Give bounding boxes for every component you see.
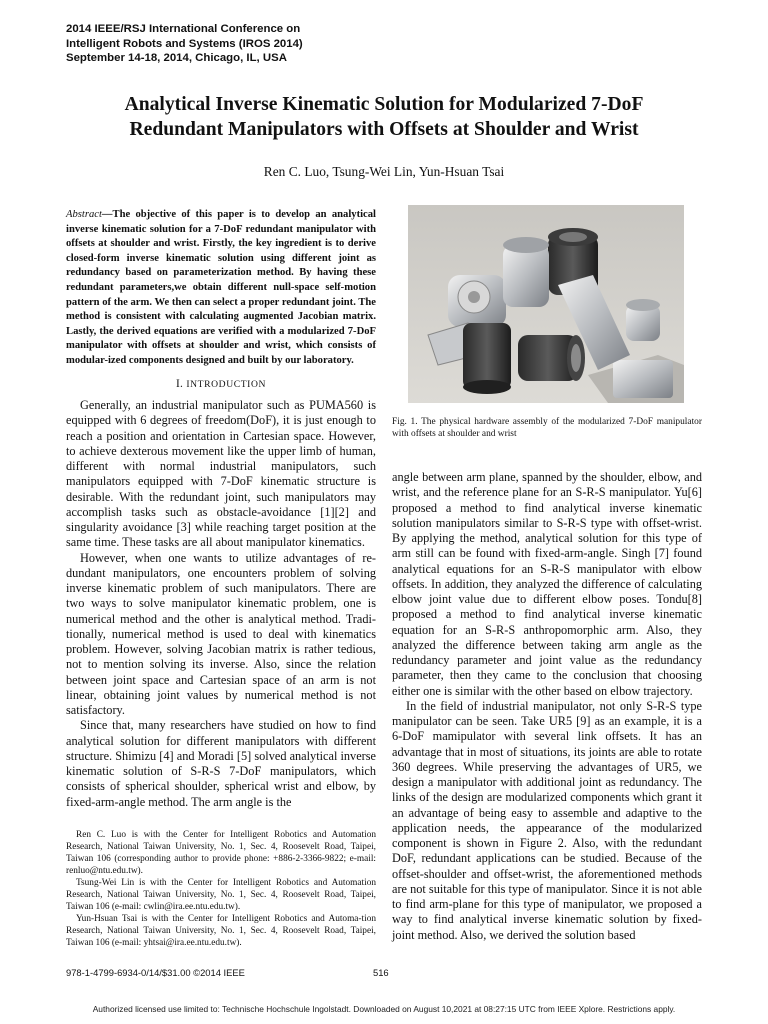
left-column-body xyxy=(66,398,376,810)
page-number: 516 xyxy=(373,967,389,978)
abstract xyxy=(66,208,376,369)
conference-line-2: Intelligent Robots and Systems (IROS 2014) xyxy=(66,37,303,50)
footnote: Tsung-Wei Lin is with the Center for Intelligent Robotics and Automation Research, National Taiwan University, No. 1, Sec. 4, Roosevelt Road, Taipei, Taiwan 106 (e-mail: cwlin@ira.ee.ntu.edu.tw). xyxy=(66,878,376,912)
section-numeral: I. xyxy=(175,378,184,390)
conference-line-1: 2014 IEEE/RSJ International Conference on xyxy=(66,23,301,35)
paragraph: In the field of industrial manipulator, not only S-R-S type manipulator can be seen. Take UR5 [9] as an example, it is a 6-DoF mamipulator with several link offsets. It has an advantage that in most of situations, its joints are able to rotate 360 degrees. While preserving the advantages of UR5, we design a manipulator with additional joint as redundancy. The links of the design are modularized components which grant it an advantage of being easy to assemble and adaptive to the application needs, the appearance of the modularized component is shown in Figure 2. Also, with the redundant DoF, redundant applications can be studied. Because of the offset-shoulder and offset-wrist, the aforementioned methods are not suitable for this type of manipulator. Since it is not able to find arm-plane for this type of manipulator, we proposed a way to find analytical inverse kinematic solution by fixed-joint method. Also, we derived the solution based xyxy=(392,698,702,942)
figure-caption: Fig. 1. The physical hardware assembly of the modularized 7-DoF manipulator with offsets at shoulder and wrist xyxy=(392,417,702,439)
abstract-text: The objective of this paper is to develop an analytical inverse kinematic solution for a 7-DoF redundant manipulator with offsets at shoulder and wrist. Firstly, the key ingredient is to derive closed-form inverse kinematic solution using different joint as redundancy based on parameterization method. By having these redundant parameters,we obtain different null-space self-motion pattern of the arm. We then can select a proper redundant joint. The method is consistent with calculating augmented Jacobian matrix. Lastly, the derived equations are verified with a modularized 7-DoF manipulator with offsets at shoulder and wrist, which consists of modular-ized components designed and built by our laboratory. xyxy=(66,209,376,366)
paragraph: However, when one wants to utilize advantages of re-dundant manipulators, one encounters problem of solving inverse kinematic problem of such manipulators. There are two ways to solve manipulator kinematic problem, one is numerical method and the other is analytical method. Tradi-tionally, numerical method is used to deal with kinematics problem. However, solving Jacobian matrix is rather tedious, not to mention solving its inverse. Also, since the relation between joint space and Cartesian space of an arm is not linear, obtaining joint values by numerical method is not satisfactory. xyxy=(66,550,376,717)
section-title: INTRODUCTION xyxy=(186,379,267,390)
robot-arm-photo xyxy=(408,205,684,403)
paragraph: Since that, many researchers have studied on how to find analytical solution for different manipulators with different structure. Shimizu [4] and Moradi [5] solved analytical inverse kinematic solution of S-R-S 7-DoF manipulators, which consists of spherical shoulder, spherical wrist and elbow, by fixed-arm-angle method. The arm angle is the xyxy=(66,718,376,809)
isbn-copyright: 978-1-4799-6934-0/14/$31.00 ©2014 IEEE xyxy=(66,967,245,978)
abstract-dash: — xyxy=(101,209,113,220)
paragraph: angle between arm plane, spanned by the shoulder, elbow, and wrist, and the reference plane for an S-R-S manipulator. Yu[6] proposed a method to find analytical inverse kinematic solution manipulators similar to S-R-S type with offset-wrist. By applying the method, analytical solution for this type of arm still can be found with fixed-arm-angle. Singh [7] found analytical equations for an S-R-S manipulator with elbow offsets. In addition, they analyzed the difference of calculating elbow joint value due to different elbow poses. Tondu[8] proposed a method to find analytical inverse kinematic equation for an S-R-S anthropomorphic arm. Also, they analyzed the difference between taking arm angle as the redundancy parameter and joint value as the redundancy parameter, then they came to the conclusion that choosing either one is similar with the other based on elbow trajectory. xyxy=(392,470,702,698)
author-footnotes xyxy=(66,829,376,949)
author-list: Ren C. Luo, Tsung-Wei Lin, Yun-Hsuan Tsai xyxy=(263,164,505,179)
right-column-body xyxy=(392,470,702,943)
title-line-1: Analytical Inverse Kinematic Solution for Modularized 7-DoF xyxy=(124,94,644,115)
paper-title xyxy=(60,92,708,142)
abstract-label: Abstract xyxy=(66,209,102,220)
conference-header xyxy=(66,22,303,66)
footnote: Yun-Hsuan Tsai is with the Center for Intelligent Robotics and Automa-tion Research, National Taiwan University, No. 1, Sec. 4, Roosevelt Road, Taipei, Taiwan 106 (e-mail: yhtsai@ira.ee.ntu.edu.tw). xyxy=(66,914,376,948)
paragraph: Generally, an industrial manipulator such as PUMA560 is equipped with 6 degrees of freedom(DoF), it is just enough to reach a position and orientation in Cartesian space. However, to achieve dexterous movement like the upper limb of human, different with normal industrial manipulators, such manipulators equipped with 7-DoF kinematic structure is desirable. With the redundant joint, such manipulators may accomplish tasks such as obstacle-avoidance [1][2] and singularity avoidance [3] while reaching target position at the same time. These tasks are all about manipulator kinematics. xyxy=(66,398,376,550)
footnote: Ren C. Luo is with the Center for Intelligent Robotics and Automation Research, National Taiwan University, No. 1, Sec. 4, Roosevelt Road, Taipei, Taiwan 106 (corresponding author to provide phone: +886-2-3366-9822; e-mail: renluo@ntu.edu.tw). xyxy=(66,830,376,876)
license-notice: Authorized licensed use limited to: Technische Hochschule Ingolstadt. Downloaded on August 10,2021 at 08:27:15 UTC from IEEE Xplore. Restrictions apply. xyxy=(92,1004,676,1014)
title-line-2: Redundant Manipulators with Offsets at Shoulder and Wrist xyxy=(129,119,639,140)
conference-line-3: September 14-18, 2014, Chicago, IL, USA xyxy=(66,52,287,64)
section-heading-introduction xyxy=(66,378,376,390)
